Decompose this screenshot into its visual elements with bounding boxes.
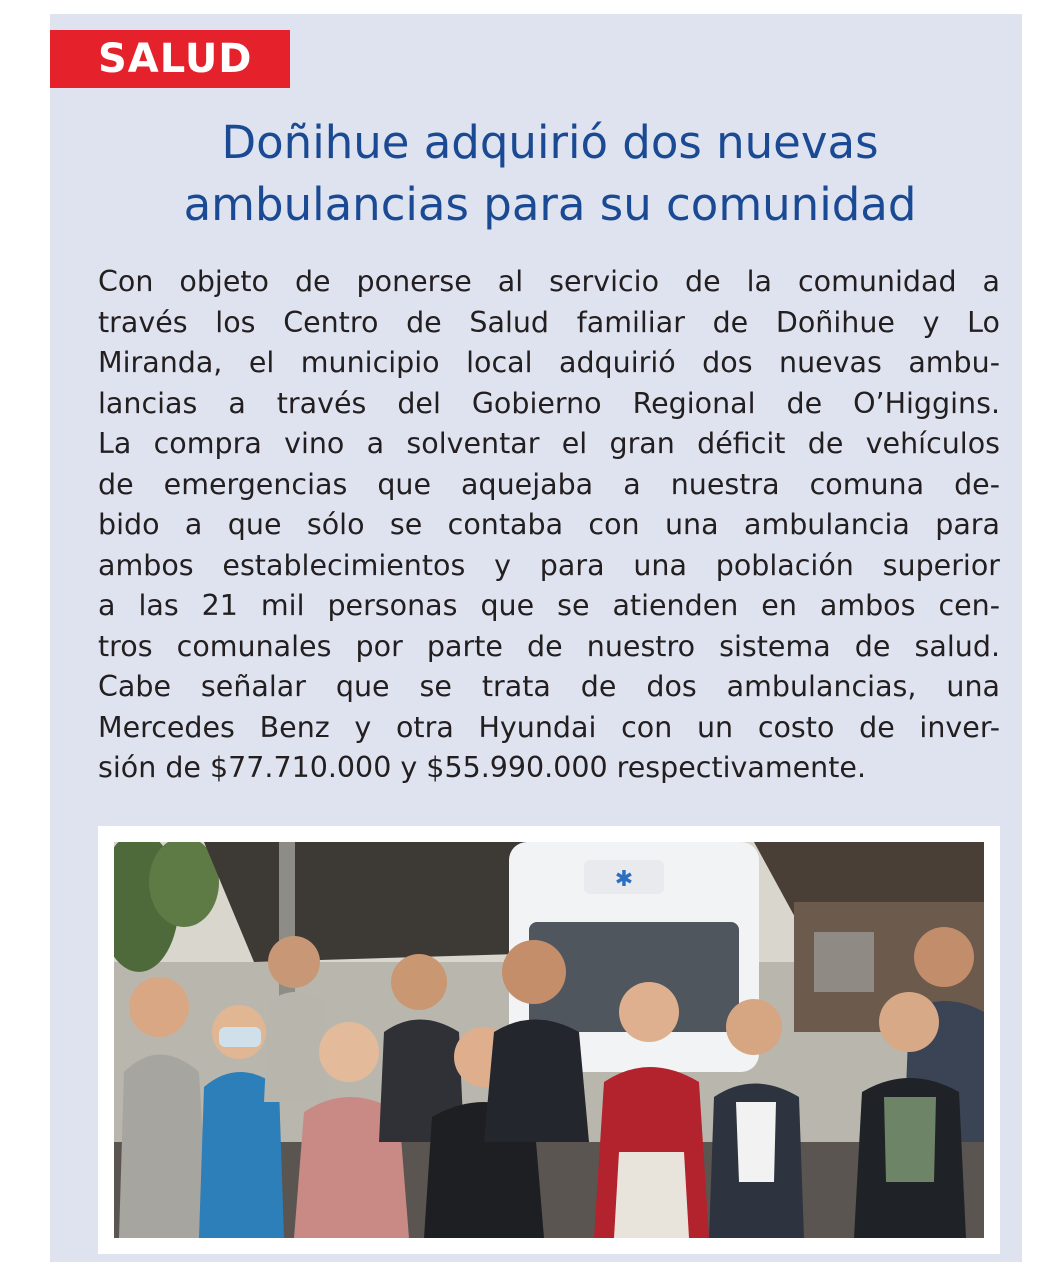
article-headline	[80, 112, 1020, 236]
body-line: sión de $77.710.000 y $55.990.000 respectivamente.	[98, 751, 866, 784]
headline-line: ambulancias para su comunidad	[183, 178, 917, 231]
body-line: de emergencias que aquejaba a nuestra comuna de-	[98, 467, 1000, 501]
svg-text:✱: ✱	[614, 867, 634, 892]
body-line: lancias a través del Gobierno Regional de O’Higgins.	[98, 386, 1000, 420]
body-line: a las 21 mil personas que se atienden en ambos cen-	[98, 589, 1000, 622]
body-line: Cabe señalar que se trata de dos ambulancias, una	[98, 670, 1000, 703]
body-line: Miranda, el municipio local adquirió dos nuevas ambu-	[98, 346, 1000, 379]
group-photo-image	[114, 842, 984, 1238]
body-line: La compra vino a solventar el gran déficit de vehículos	[98, 427, 1000, 460]
section-label: SALUD	[50, 30, 290, 88]
body-line: tros comunales por parte de nuestro sistema de salud.	[98, 629, 1000, 663]
photo-frame	[98, 826, 1000, 1254]
photo-illustration	[114, 842, 984, 1238]
body-line: ambos establecimientos y para una población superior	[98, 548, 1000, 582]
body-line: Con objeto de ponerse al servicio de la comunidad a	[98, 265, 1000, 298]
article-body	[98, 262, 1000, 789]
body-line: bido a que sólo se contaba con una ambulancia para	[98, 508, 1000, 541]
body-line: Mercedes Benz y otra Hyundai con un costo de inver-	[98, 710, 1000, 744]
headline-line: Doñihue adquirió dos nuevas	[221, 116, 879, 169]
body-line: través los Centro de Salud familiar de Doñihue y Lo	[98, 305, 1000, 339]
